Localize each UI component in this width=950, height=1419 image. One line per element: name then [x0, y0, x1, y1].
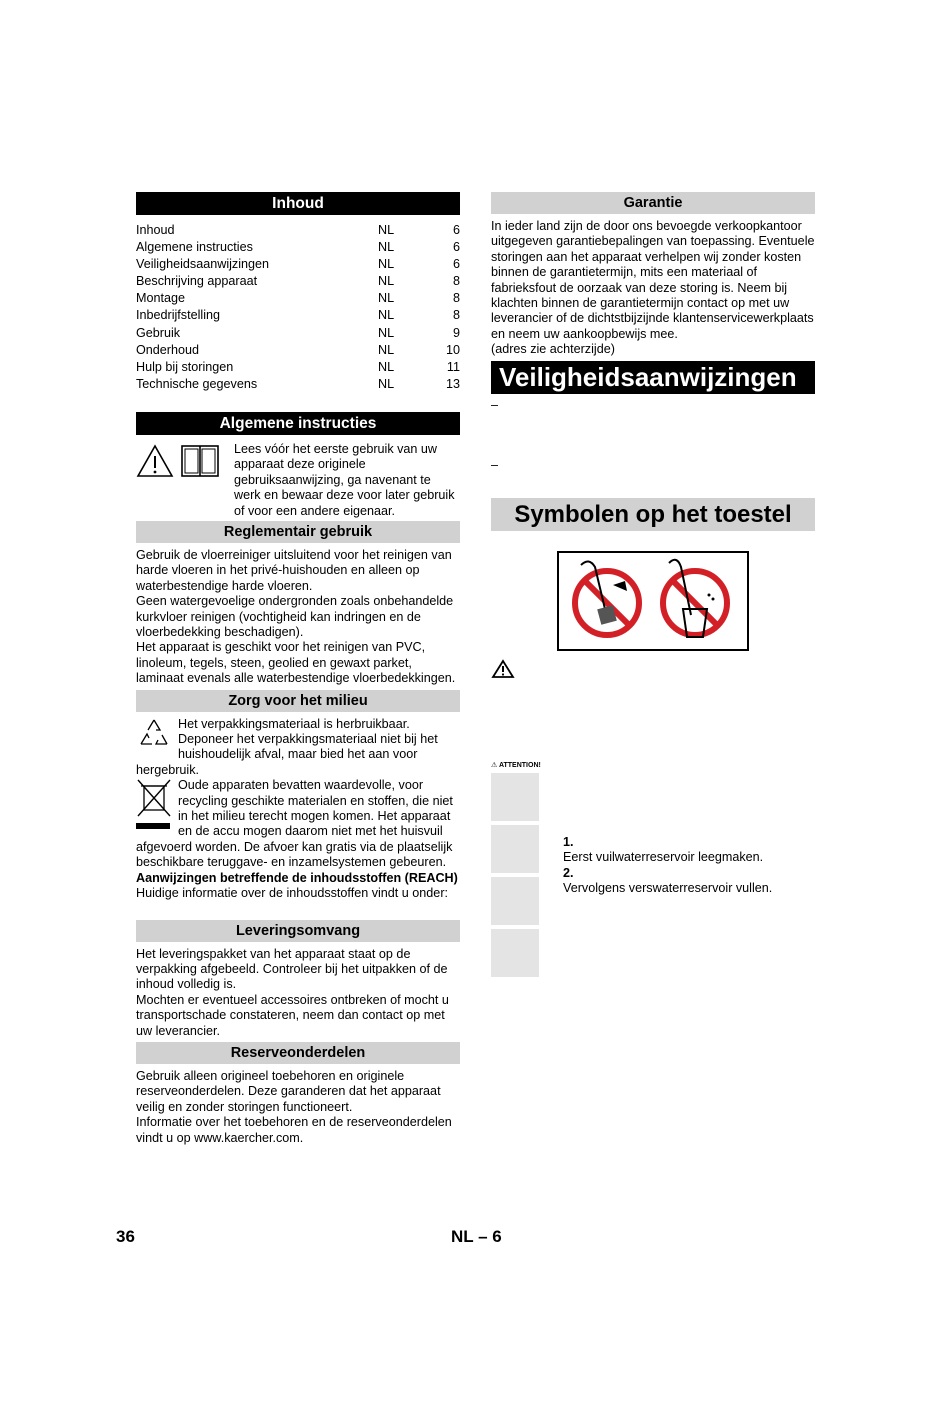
- heading-garantie: Garantie: [491, 192, 815, 214]
- attention-images: [491, 761, 549, 981]
- prohibition-symbols-figure: [557, 551, 749, 651]
- right-column: [491, 192, 815, 981]
- toc-lang: NL: [378, 291, 395, 306]
- reglementair-p2: Geen watergevoelige ondergronden zoals onbehandelde kurkvloer reinigen (vochtigheid kan indringen en de vloerbedekking beschadigen).: [136, 594, 454, 639]
- algemene-block: [136, 442, 460, 519]
- heading-symbolen-op-het-toestel: Symbolen op het toestel: [491, 498, 815, 531]
- toc-page: 6: [452, 257, 460, 272]
- toc-lang: NL: [378, 376, 395, 391]
- toc-page: 8: [452, 308, 460, 323]
- warning-book-icons: [136, 442, 234, 519]
- toc-lang: NL: [378, 274, 395, 289]
- no-shower-no-submerge-icon: [559, 553, 747, 649]
- heading-zorg-voor-milieu: Zorg voor het milieu: [136, 690, 460, 712]
- toc-title: Beschrijving apparaat: [136, 274, 258, 289]
- reach-text: Huidige informatie over de inhoudsstoffen vindt u onder:: [136, 886, 449, 901]
- steps-text: [549, 761, 815, 981]
- left-column: [136, 192, 460, 1146]
- toc-page: 10: [445, 342, 460, 357]
- toc-title: Gebruik: [136, 325, 181, 340]
- reserve-p1: Gebruik alleen origineel toebehoren en originele reserveonderdelen. Deze garanderen dat het apparaat veilig en zonder storingen functioneert.: [136, 1068, 441, 1114]
- step-image-3: [491, 877, 539, 925]
- toc-lang: NL: [378, 359, 395, 374]
- toc-row: [136, 376, 460, 393]
- toc-row: [136, 273, 460, 290]
- toc-row: [136, 325, 460, 342]
- recycling-icon: [136, 717, 178, 761]
- toc-lang: NL: [378, 325, 395, 340]
- toc-lang: NL: [378, 223, 395, 237]
- toc-lang: NL: [378, 240, 395, 255]
- toc-page: 8: [452, 291, 460, 306]
- milieu-p2: Oude apparaten bevatten waardevolle, voor recycling geschikte materialen en stoffen, die niet in het milieu terecht mogen komen. Het apparaat en de accu mogen daarom niet met het huisvuil afgevoerd worden. De afvoer kan gratis via de plaatselijk beschikbare teruggave- en inzamelsystemen gebeuren.: [136, 778, 453, 870]
- toc-title: Algemene instructies: [136, 240, 253, 255]
- step-image-1: [491, 773, 539, 821]
- toc-row: [136, 359, 460, 376]
- garantie-p2: (adres zie achterzijde): [491, 342, 615, 357]
- toc-page: 13: [445, 376, 460, 391]
- toc-page: 6: [452, 223, 460, 237]
- toc-title: Veiligheidsaanwijzingen: [136, 257, 270, 272]
- dash-item-2: –: [491, 457, 499, 472]
- toc-row: [136, 290, 460, 307]
- milieu-block: [136, 717, 460, 902]
- reach-title: Aanwijzingen betreffende de inhoudsstoffen (REACH): [136, 870, 458, 885]
- heading-inhoud: Inhoud: [136, 192, 460, 215]
- page-number: 36: [116, 1227, 135, 1246]
- heading-reglementair-gebruik: Reglementair gebruik: [136, 521, 460, 543]
- garantie-p1: In ieder land zijn de door ons bevoegde verkoopkantoor uitgegeven garantiebepalingen van toepassing. Eventuele storingen aan het apparaat verhelpen wij zonder kosten binnen de garantietermijn, mits een materiaal of fabrieksfout de oorzaak van deze storing is. Neem bij klachten binnen de garantietermijn contact op met uw leverancier of de dichtstbijzijnde klantenservicewerkplaats en neem uw aankoopbewijs mee.: [491, 219, 815, 341]
- attention-triangle-icon: ⚠: [491, 762, 498, 770]
- toc-lang: NL: [378, 342, 395, 357]
- levering-p1: Het leveringspakket van het apparaat staat op de verpakking afgebeeld. Controleer bij het uitpakken of de inhoud volledig is.: [136, 946, 448, 992]
- attention-label: ⚠ ATTENTION!: [491, 762, 541, 770]
- toc-title: Technische gegevens: [136, 376, 258, 391]
- reserve-text: [136, 1069, 460, 1146]
- warning-sign-icon: [491, 659, 815, 683]
- attention-steps: [491, 761, 815, 981]
- heading-leveringsomvang: Leveringsomvang: [136, 920, 460, 942]
- toc-title: Inbedrijfstelling: [136, 308, 221, 323]
- toc-title: Inhoud: [136, 223, 175, 237]
- reglementair-p3: Het apparaat is geschikt voor het reinigen van PVC, linoleum, tegels, steen, geolied en gewaxt parket, laminaat evenals alle waterbestendige vloerbedekkingen.: [136, 640, 456, 686]
- garantie-text: [491, 219, 815, 358]
- toc-row: [136, 222, 460, 239]
- dash-item-1: –: [491, 397, 499, 412]
- toc-page: 9: [452, 325, 460, 340]
- step-image-2: [491, 825, 539, 873]
- heading-reserveonderdelen: Reserveonderdelen: [136, 1042, 460, 1064]
- reglementair-p1: Gebruik de vloerreiniger uitsluitend voor het reinigen van harde vloeren in het privé-huishouden en alleen op waterbestendige harde vloeren.: [136, 547, 452, 593]
- toc-row: [136, 239, 460, 256]
- step-2-number: 2.: [563, 865, 574, 880]
- algemene-text: Lees vóór het eerste gebruik van uw apparaat deze originele gebruiksaanwijzing, ga navenant te werk en bewaar deze voor later gebruik of voor een andere eigenaar.: [234, 441, 455, 518]
- toc-lang: NL: [378, 257, 395, 272]
- table-of-contents: [136, 222, 460, 393]
- milieu-p1: Het verpakkingsmateriaal is herbruikbaar. Deponeer het verpakkingsmateriaal niet bij het huishoudelijk afval, maar bied het aan voor hergebruik.: [136, 716, 438, 777]
- step-1-text: Eerst vuilwaterreservoir leegmaken.: [563, 850, 764, 865]
- toc-row: [136, 342, 460, 359]
- reserve-p2: Informatie over het toebehoren en de reserveonderdelen vindt u op www.kaercher.com.: [136, 1115, 452, 1145]
- toc-title: Onderhoud: [136, 342, 200, 357]
- toc-page: 11: [446, 359, 460, 374]
- heading-algemene-instructies: Algemene instructies: [136, 412, 460, 435]
- reglementair-text: [136, 548, 460, 687]
- toc-lang: NL: [378, 308, 395, 323]
- toc-title: Hulp bij storingen: [136, 359, 234, 374]
- step-2-text: Vervolgens verswaterreservoir vullen.: [563, 881, 773, 896]
- heading-veiligheidsaanwijzingen: Veiligheidsaanwijzingen: [491, 361, 815, 394]
- levering-p2: Mochten er eventueel accessoires ontbreken of mocht u transportschade constateren, neem dan contact op met uw leverancier.: [136, 992, 449, 1038]
- step-1-number: 1.: [563, 835, 574, 850]
- toc-page: 8: [452, 274, 460, 289]
- toc-title: Montage: [136, 291, 186, 306]
- section-page-number: NL – 6: [451, 1227, 502, 1246]
- step-image-4: [491, 929, 539, 977]
- weee-bin-icon: [136, 778, 178, 838]
- levering-text: [136, 947, 460, 1039]
- toc-row: [136, 307, 460, 324]
- toc-row: [136, 256, 460, 273]
- warning-book-icon: [136, 442, 228, 484]
- toc-page: 6: [452, 240, 460, 255]
